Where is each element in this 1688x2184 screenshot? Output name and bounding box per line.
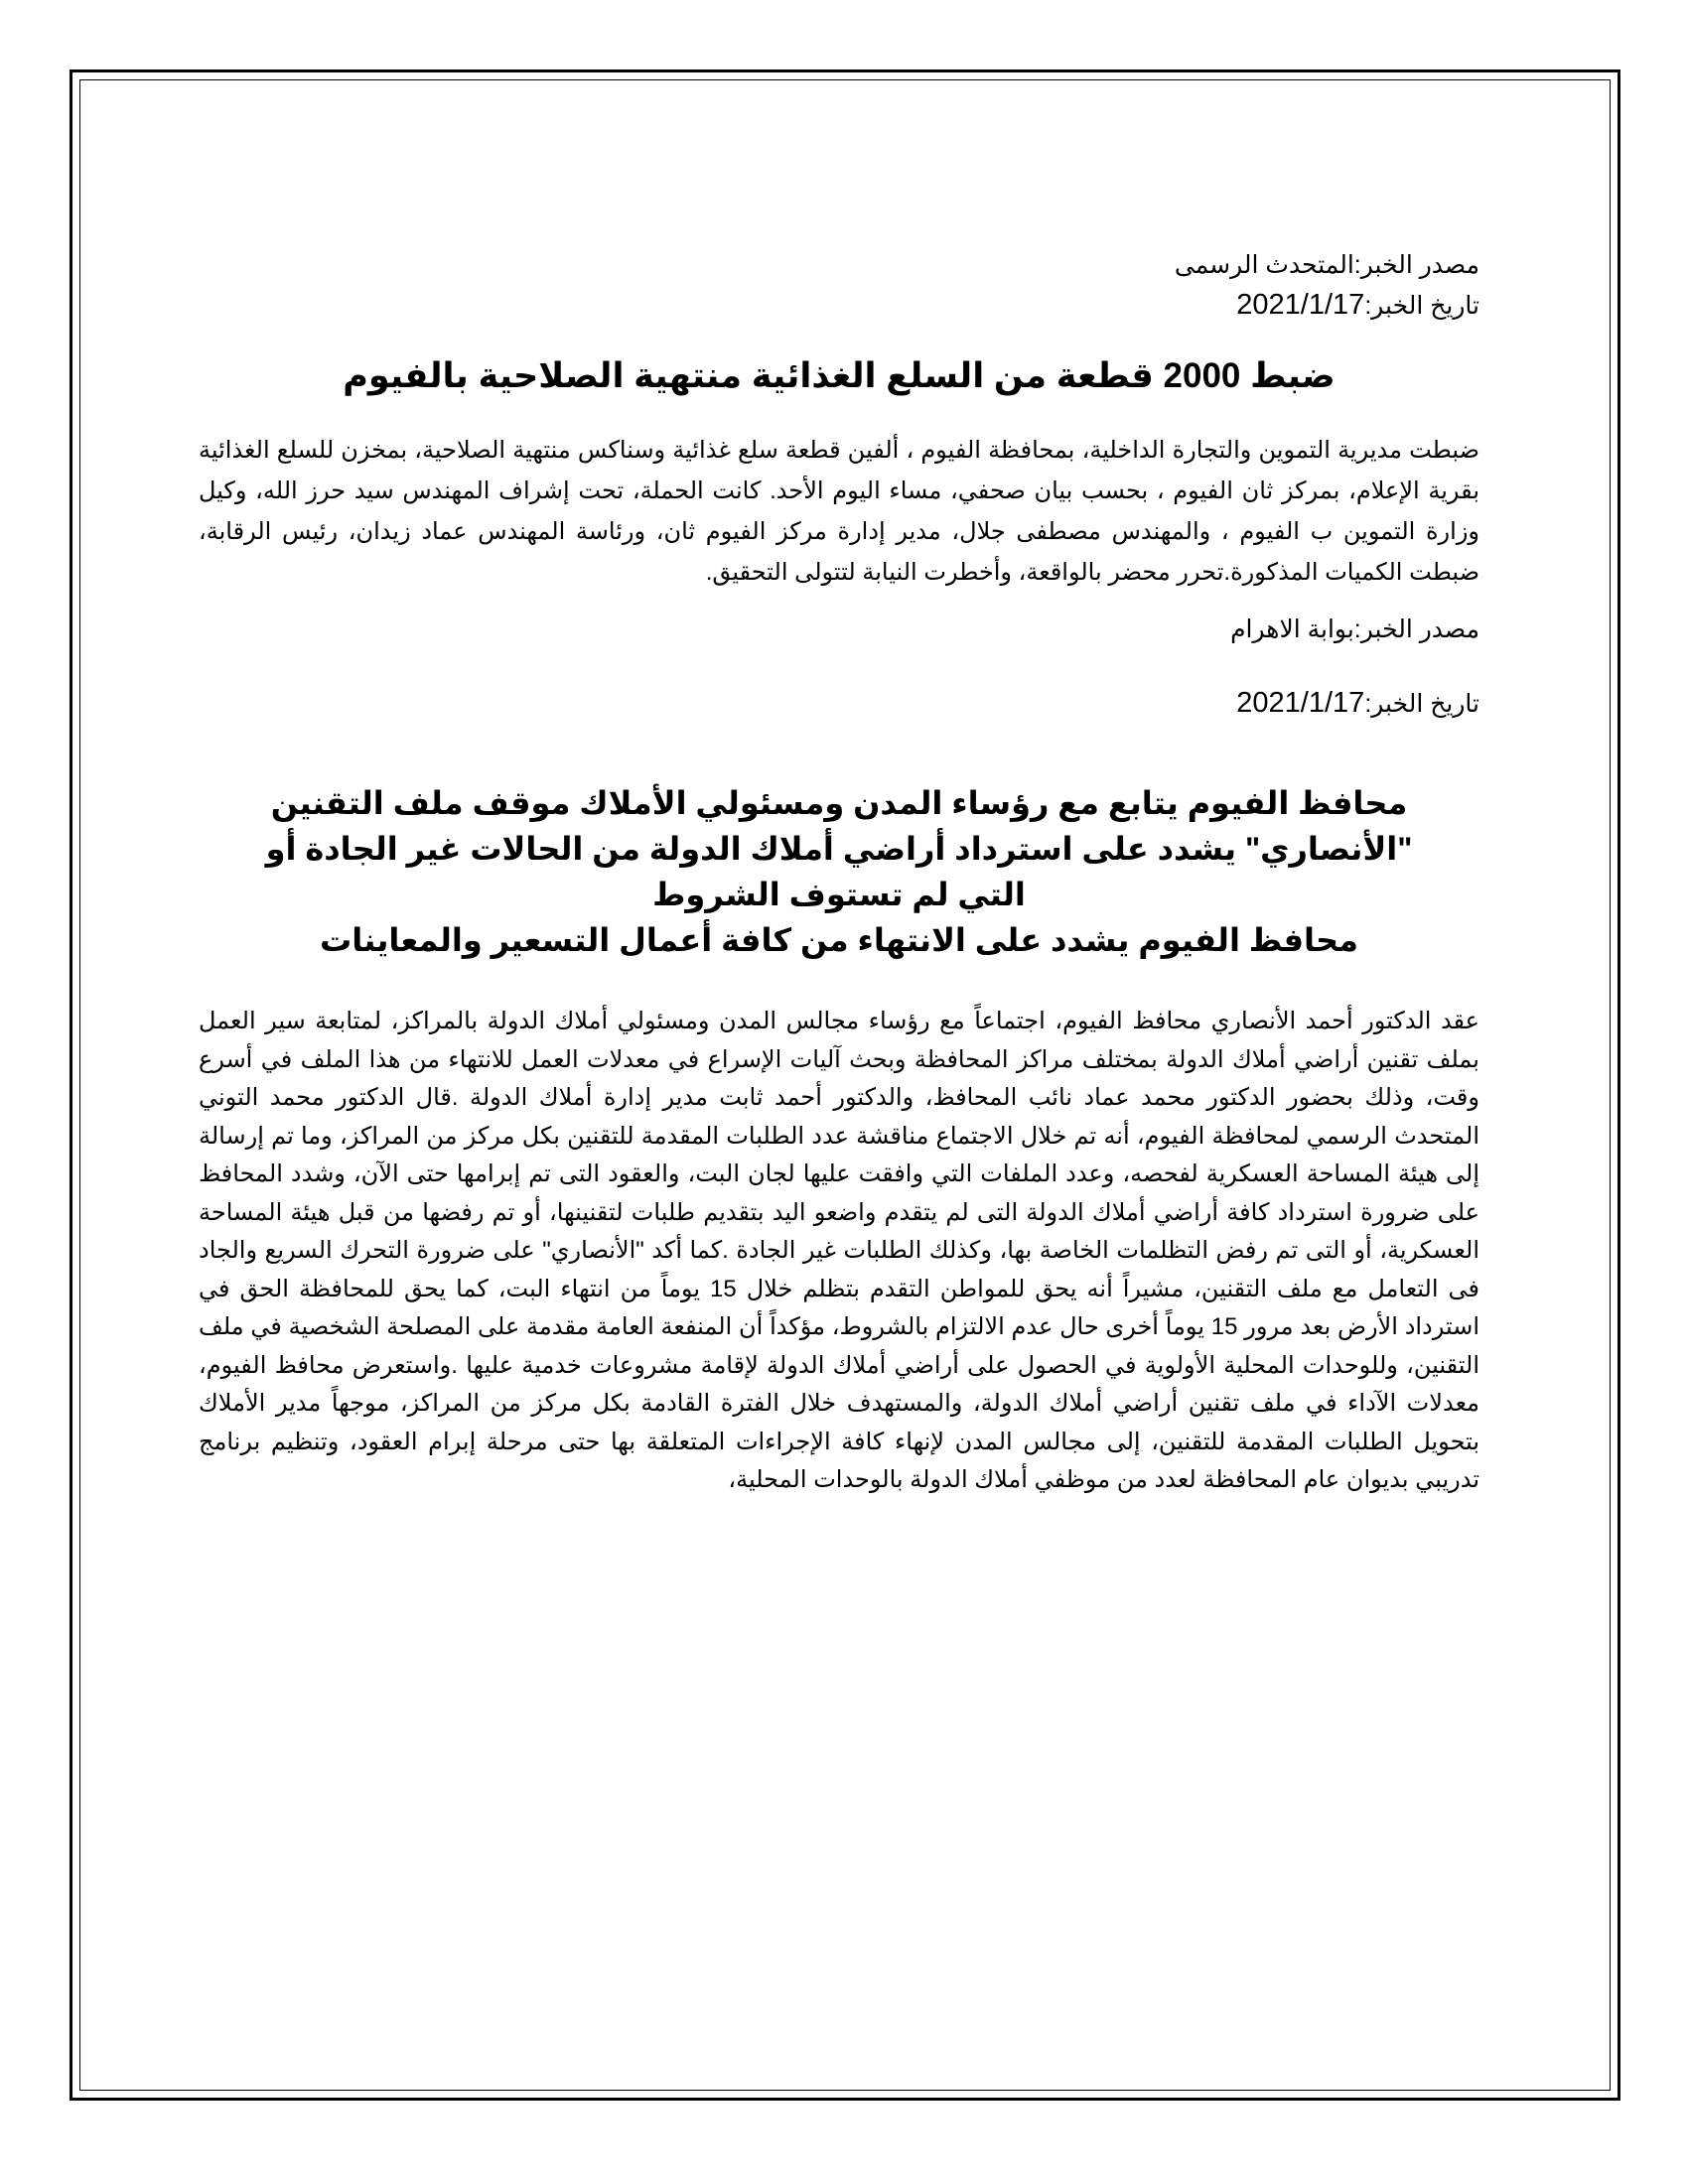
article2-subheadline: محافظ الفيوم يشدد على الانتهاء من كافة أعمال التسعير والمعاينات xyxy=(320,922,1358,958)
article2-source-value: بوابة الاهرام xyxy=(1230,615,1354,643)
article1-date-value: 2021/1/17 xyxy=(1236,289,1365,321)
article2-headline-line: محافظ الفيوم يتابع مع رؤساء المدن ومسئولي الأملاك موقف ملف التقنين xyxy=(270,785,1408,821)
article2-headline-line: التي لم تستوف الشروط xyxy=(652,877,1026,912)
article2-date-value: 2021/1/17 xyxy=(1236,687,1365,719)
article1-date-line xyxy=(199,288,1479,323)
article1-source-value: المتحدث الرسمى xyxy=(1174,251,1354,279)
article1-source-label: مصدر الخبر: xyxy=(1353,251,1479,279)
article2-source-label: مصدر الخبر: xyxy=(1353,615,1479,643)
article2-date-line xyxy=(199,686,1479,721)
article2-body: عقد الدكتور أحمد الأنصاري محافظ الفيوم، اجتماعاً مع رؤساء مجالس المدن ومسئولي أملاك الدولة بالمراكز، لمتابعة سير العمل بملف تقنين أراضي أملاك الدولة بمختلف مراكز المحافظة وبحث آليات الإسراع في معدلات العمل للانتهاء من هذا الملف في أسرع وقت، وذلك بحضور الدكتور محمد عماد نائب المحافظ، والدكتور أحمد ثابت مدير إدارة أملاك الدولة .قال الدكتور محمد التوني المتحدث الرسمي لمحافظة الفيوم، أنه تم خلال الاجتماع مناقشة عدد الطلبات المقدمة للتقنين بكل مركز من المراكز، وما تم إرسالة إلى هيئة المساحة العسكرية لفحصه، وعدد الملفات التي وافقت عليها لجان البت، والعقود التى تم إبرامها حتى الآن، وشدد المحافظ على ضرورة استرداد كافة أراضي أملاك الدولة التى لم يتقدم واضعو اليد بتقديم طلبات لتقنينها، أو تم رفضها من قبل هيئة المساحة العسكرية، أو التى تم رفض التظلمات الخاصة بها، وكذلك الطلبات غير الجادة .كما أكد "الأنصاري" على ضرورة التحرك السريع والجاد فى التعامل مع ملف التقنين، مشيراً أنه يحق للمواطن التقدم بتظلم خلال 15 يوماً من انتهاء البت، كما يحق للمحافظة الحق في استرداد الأرض بعد مرور 15 يوماً أخرى حال عدم الالتزام بالشروط، مؤكداً أن المنفعة العامة مقدمة على المصلحة الشخصية في ملف التقنين، وللوحدات المحلية الأولوية في الحصول على أراضي أملاك الدولة لإقامة مشروعات خدمية عليها .واستعرض محافظ الفيوم، معدلات الآداء في ملف تقنين أراضي أملاك الدولة، والمستهدف خلال الفترة القادمة بكل مركز من المراكز، موجهاً مدير الأملاك بتحويل الطلبات المقدمة للتقنين، إلى مجالس المدن لإنهاء كافة الإجراءات المتعلقة بها حتى مرحلة إبرام العقود، وتنظيم برنامج تدريبي بديوان عام المحافظة لعدد من موظفي أملاك الدولة بالوحدات المحلية، xyxy=(199,1008,1480,1493)
article1-date-label: تاريخ الخبر: xyxy=(1364,292,1479,320)
article1-body: ضبطت مديرية التموين والتجارة الداخلية، بمحافظة الفيوم ، ألفين قطعة سلع غذائية وسناكس منتهية الصلاحية، بمخزن للسلع الغذائية بقرية الإعلام، بمركز ثان الفيوم ، بحسب بيان صحفي، مساء اليوم الأحد. كانت الحملة، تحت إشراف المهندس سيد حرز الله، وكيل وزارة التموين ب الفيوم ، والمهندس مصطفى جلال، مدير إدارة مركز الفيوم ثان، ورئاسة المهندس عماد زيدان، رئيس الرقابة، ضبطت الكميات المذكورة.تحرر محضر بالواقعة، وأخطرت النيابة لتتولى التحقيق. xyxy=(199,437,1479,586)
article2-source-line xyxy=(199,613,1479,646)
document-body xyxy=(199,248,1479,1500)
article1-headline: ضبط 2000 قطعة من السلع الغذائية منتهية الصلاحية بالفيوم xyxy=(343,356,1336,395)
article1-source-line xyxy=(199,248,1479,282)
article2-headline-line: "الأنصاري" يشدد على استرداد أراضي أملاك الدولة من الحالات غير الجادة أو xyxy=(265,831,1413,867)
article2-date-label: تاريخ الخبر: xyxy=(1364,690,1479,718)
article2-headline xyxy=(199,780,1479,963)
